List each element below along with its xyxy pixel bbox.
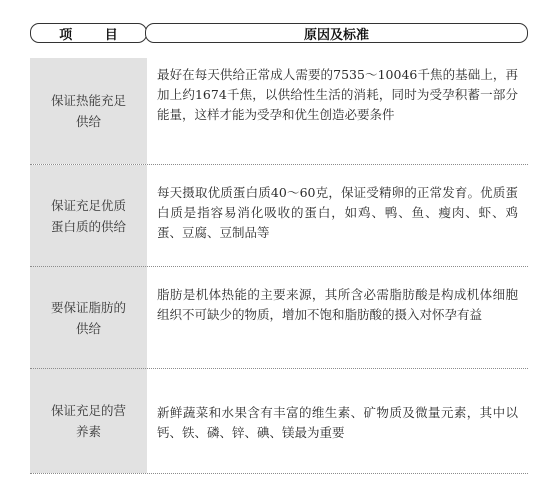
table-row — [30, 368, 528, 474]
column-header-reason-label: 原因及标准 — [303, 27, 369, 43]
item-cell — [30, 58, 147, 164]
table-row — [30, 164, 528, 267]
item-cell — [30, 369, 147, 473]
reason-text: 每天摄取优质蛋白质40～60克，保证受精卵的正常发育。优质蛋白质是指容易消化吸收的蛋白，如鸡、鸭、鱼、瘦肉、虾、鸡蛋、豆腐、豆制品等 — [157, 185, 518, 240]
column-header-item — [30, 23, 147, 43]
table-row — [30, 58, 528, 164]
item-cell — [30, 267, 147, 369]
reason-text: 脂肪是机体热能的主要来源，其所含必需脂肪酸是构成机体细胞组织不可缺少的物质，增加不饱和脂肪酸的摄入对怀孕有益 — [157, 287, 518, 322]
item-text: 保证充足优质蛋白质的供给 — [50, 198, 126, 234]
item-cell — [30, 165, 147, 267]
item-text: 要保证脂肪的供给 — [50, 300, 126, 336]
table-row — [30, 266, 528, 369]
column-header-item-label: 项 目 — [59, 27, 132, 43]
item-text: 保证充足的营养素 — [50, 403, 126, 439]
column-header-reason — [145, 23, 528, 43]
reason-cell — [147, 369, 528, 473]
reason-text: 新鲜蔬菜和水果含有丰富的维生素、矿物质及微量元素，其中以钙、铁、磷、锌、碘、镁最为重要 — [157, 405, 518, 440]
reason-text: 最好在每天供给正常成人需要的7535～10046千焦的基础上，再加上约1674千焦，以供给性生活的消耗，同时为受孕积蓄一部分能量，这样才能为受孕和优生创造必要条件 — [157, 67, 518, 122]
reason-cell — [147, 165, 528, 267]
reason-cell — [147, 58, 528, 164]
item-text: 保证热能充足供给 — [50, 93, 126, 129]
reason-cell — [147, 267, 528, 369]
